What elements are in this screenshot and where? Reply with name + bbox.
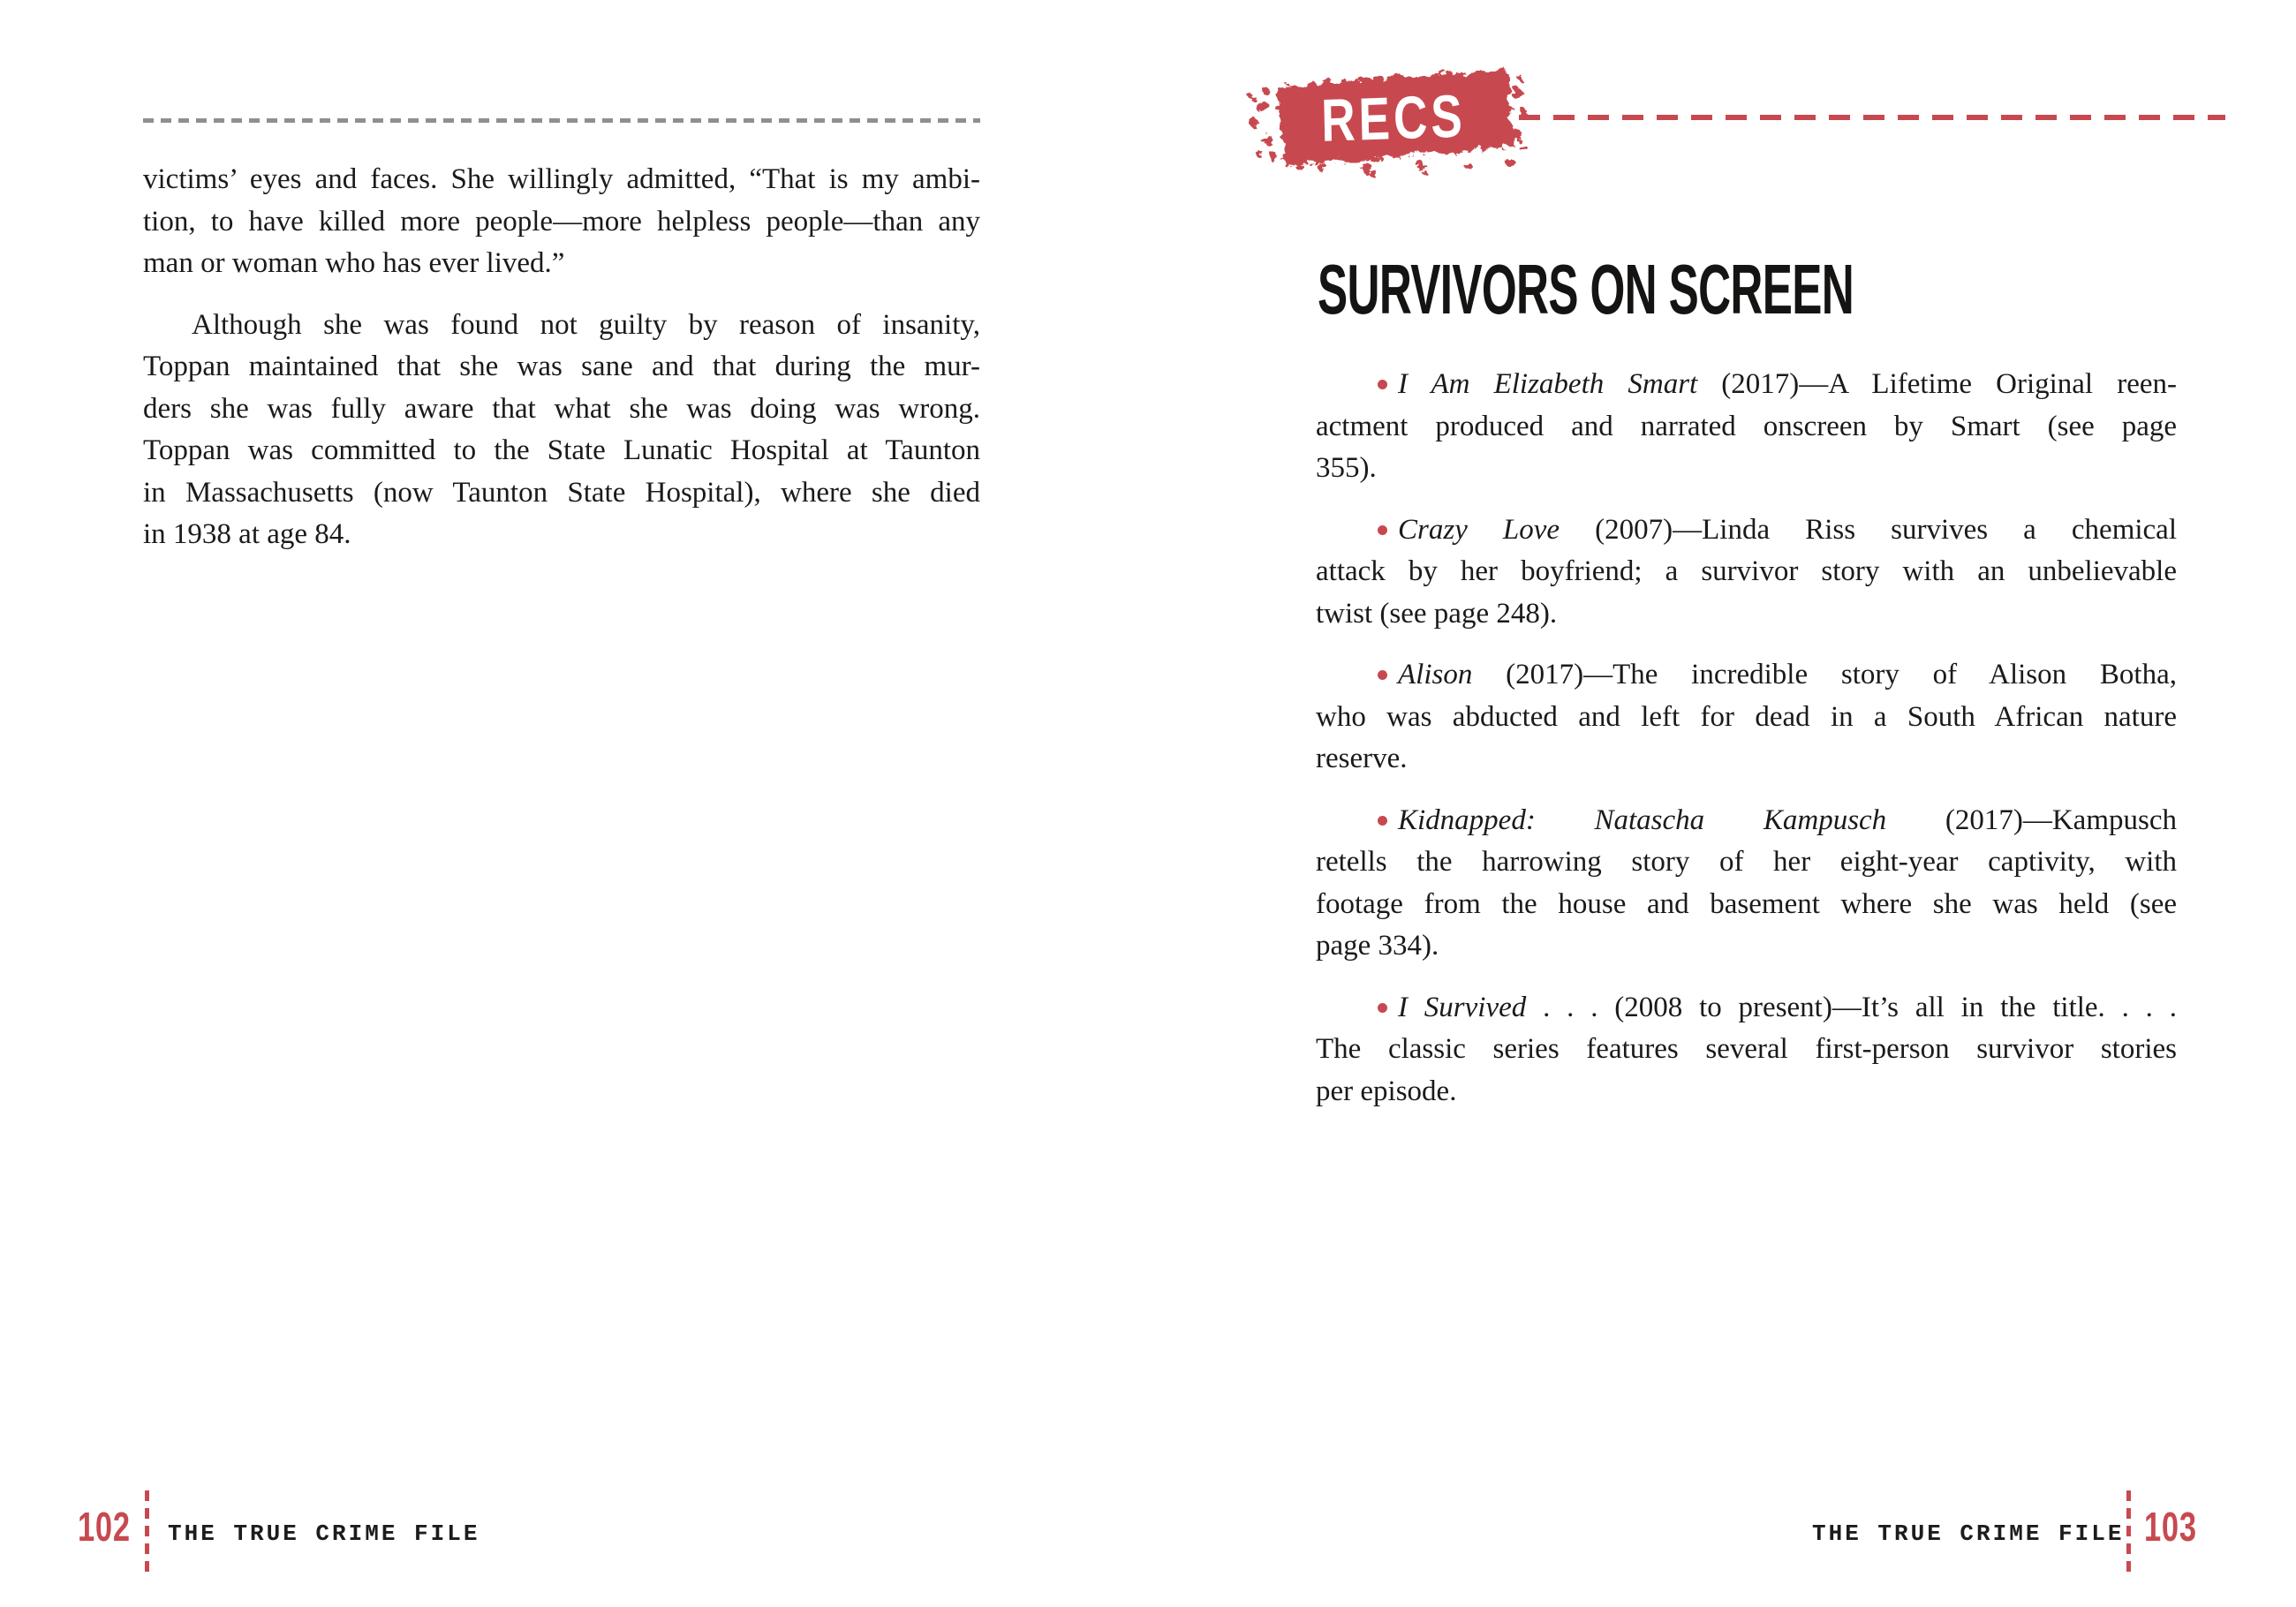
text-line [1316,987,2177,1030]
body-paragraph [143,305,980,556]
rec-item [1316,509,2177,636]
text-line [143,472,980,515]
text-line [1316,697,2177,739]
bullet-icon [1378,380,1387,389]
text-line [1316,593,2177,636]
text-segment: The classic series features several first-person survivor stories [1316,1033,2177,1065]
text-line [1316,406,2177,449]
text-line [1316,1071,2177,1113]
rec-title: Kidnapped: Natascha Kampusch [1398,804,1887,836]
text-line [143,389,980,431]
text-line [143,243,980,285]
text-segment: Although she was found not guilty by reason of insanity, [192,308,980,341]
section-heading: SURVIVORS ON SCREEN [1318,250,1854,328]
text-segment: (2017)—A Lifetime Original reen- [1697,368,2177,400]
recs-badge [1241,57,1532,180]
rec-item [1316,800,2177,968]
text-line [143,346,980,389]
text-segment: victims’ eyes and faces. She willingly admitted, “That is my ambi- [143,163,980,195]
book-title-left: THE TRUE CRIME FILE [168,1520,480,1547]
text-segment: 355). [1316,452,1377,484]
text-segment: (2017)—The incredible story of Alison Botha, [1472,659,2177,690]
text-segment: reserve. [1316,743,1408,774]
text-segment: actment produced and narrated onscreen by Smart (see page [1316,410,2177,442]
rec-title: I Survived [1398,991,1527,1023]
footer-divider-right [2126,1490,2131,1572]
text-line [1316,738,2177,781]
text-segment: ders she was fully aware that what she was doing was wrong. [143,392,980,425]
text-line [1316,509,2177,552]
text-segment: in 1938 at age 84. [143,518,351,550]
bullet-icon [1378,1003,1387,1013]
text-line [143,159,980,201]
text-line [1316,654,2177,697]
text-segment: (2017)—Kampusch [1886,804,2177,836]
text-segment: per episode. [1316,1075,1457,1107]
text-segment: page 334). [1316,930,1439,962]
text-line [143,430,980,472]
text-line [1316,448,2177,490]
dashed-divider-right [1519,115,2225,120]
rec-item [1316,654,2177,781]
text-segment: . . . (2008 to present)—It’s all in the title. . . . [1526,991,2177,1023]
text-segment: twist (see page 248). [1316,597,1558,630]
text-segment: Toppan was committed to the State Lunatic Hospital at Taunton [143,434,980,466]
text-segment: (2007)—Linda Riss survives a chemical [1560,513,2178,546]
text-line [1316,884,2177,926]
text-line [143,201,980,244]
text-line [143,305,980,347]
bullet-icon [1378,670,1387,680]
text-segment: retells the harrowing story of her eight-year captivity, with [1316,846,2177,878]
text-segment: Toppan maintained that she was sane and that during the mur- [143,351,980,382]
text-line [1316,1029,2177,1071]
body-paragraph [143,159,980,285]
footer-divider-left [145,1490,149,1572]
book-title-right: THE TRUE CRIME FILE [1812,1520,2125,1547]
text-segment: in Massachusetts (now Taunton State Hospital), where she died [143,476,980,509]
recs-list [1316,364,2177,1132]
text-segment: attack by her boyfriend; a survivor story with an unbelievable [1316,555,2177,587]
rec-item [1316,987,2177,1113]
text-line [1316,925,2177,968]
text-segment: tion, to have killed more people—more helpless people—than any [143,205,980,238]
bullet-icon [1378,816,1387,826]
text-line [1316,551,2177,593]
text-segment: footage from the house and basement where she was held (see [1316,887,2177,920]
text-segment: man or woman who has ever lived.” [143,247,565,279]
text-line [143,514,980,556]
page-number-left: 102 [78,1504,131,1550]
left-text-column [143,159,980,576]
rec-title: Crazy Love [1398,513,1560,546]
text-line [1316,800,2177,842]
text-line [1316,364,2177,406]
page-number-right: 103 [2144,1504,2197,1550]
bullet-icon [1378,525,1387,535]
recs-stamp-graphic [1241,57,1532,180]
text-segment: who was abducted and left for dead in a South African nature [1316,700,2177,733]
rec-title: Alison [1398,659,1473,690]
rec-item [1316,364,2177,490]
text-line [1316,841,2177,884]
recs-badge-label: RECS [1320,82,1467,155]
dashed-divider-left [143,118,980,123]
rec-title: I Am Elizabeth Smart [1398,368,1698,400]
